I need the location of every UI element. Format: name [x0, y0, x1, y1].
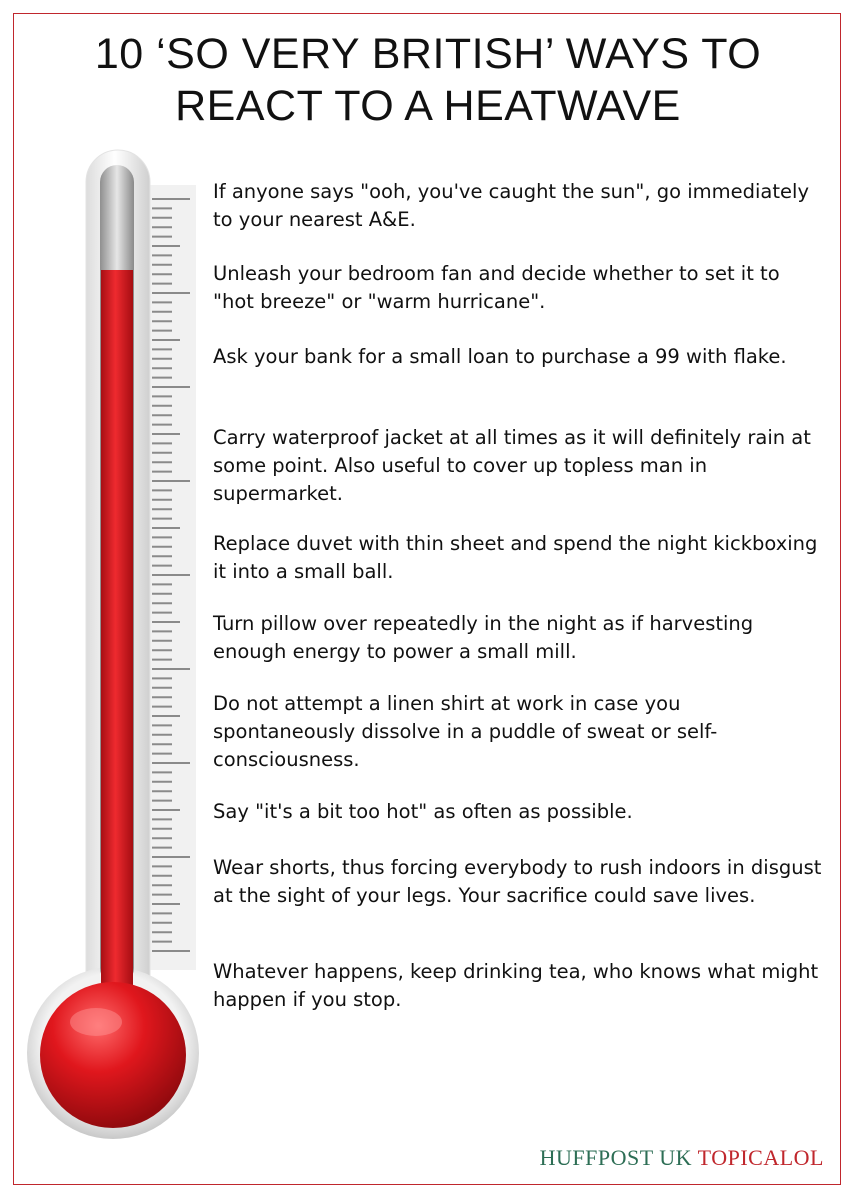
tip-8: Say "it's a bit too hot" as often as possible.	[213, 800, 633, 823]
tip-7: Do not attempt a linen shirt at work in case you spontaneously dissolve in a puddle of sweat or self-consciousness.	[213, 692, 718, 771]
tip-1: If anyone says "ooh, you've caught the sun", go immediately to your nearest A&E.	[213, 180, 809, 231]
thermometer-bulb	[40, 982, 186, 1128]
brand-name: HUFFPOST UK	[539, 1145, 693, 1170]
tip-3: Ask your bank for a small loan to purchase a 99 with flake.	[213, 345, 787, 368]
mercury-column	[101, 270, 133, 990]
title-line-1: 10 ‘SO VERY BRITISH’ WAYS TO	[94, 30, 762, 78]
tip-4: Carry waterproof jacket at all times as it will definitely rain at some point. Also useful to cover up topless man in supermarket.	[213, 426, 811, 505]
bulb-highlight	[70, 1008, 122, 1036]
tip-10: Whatever happens, keep drinking tea, who knows what might happen if you stop.	[213, 960, 819, 1011]
tip-5: Replace duvet with thin sheet and spend the night kickboxing it into a small ball.	[213, 532, 818, 583]
tip-9: Wear shorts, thus forcing everybody to rush indoors in disgust at the sight of your legs. Your sacrifice could save lives.	[213, 856, 822, 907]
title-line-2: REACT TO A HEATWAVE	[175, 82, 681, 130]
tip-2: Unleash your bedroom fan and decide whether to set it to "hot breeze" or "warm hurricane".	[213, 262, 780, 313]
footer-brand	[540, 1145, 824, 1171]
tip-6: Turn pillow over repeatedly in the night as if harvesting enough energy to power a small mill.	[213, 612, 754, 663]
brand-section: TOPICALOL	[697, 1145, 824, 1170]
